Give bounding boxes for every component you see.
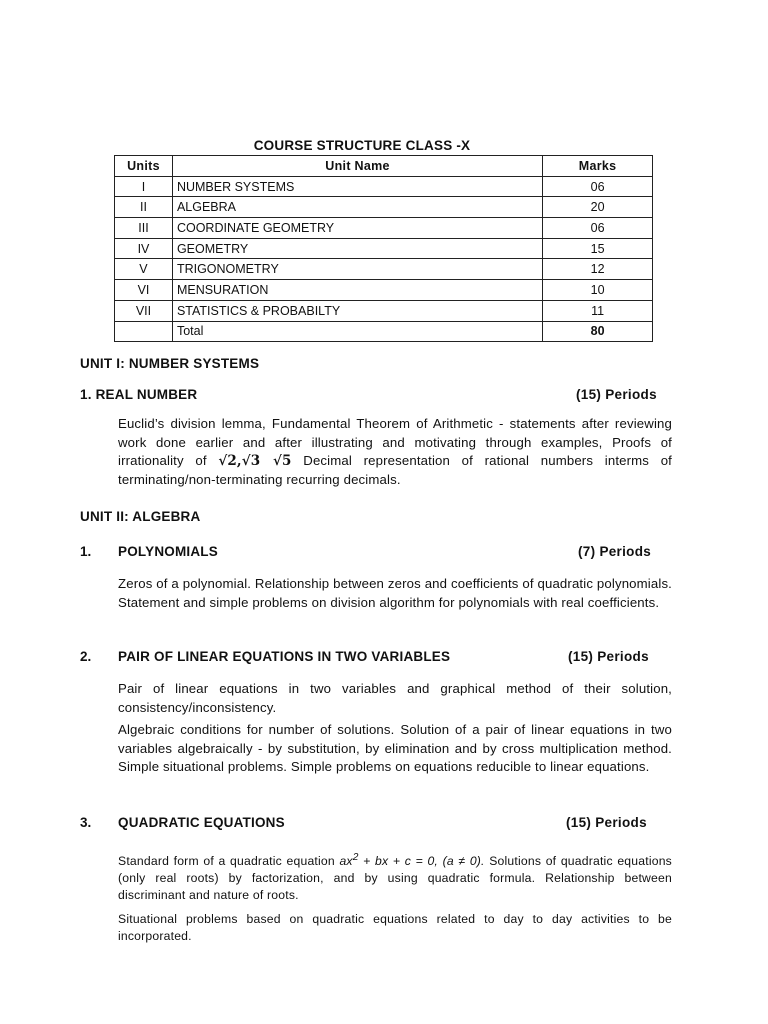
unit-number: V <box>115 259 173 280</box>
unit1-heading: UNIT I: NUMBER SYSTEMS <box>80 356 260 371</box>
unit-name: NUMBER SYSTEMS <box>172 176 542 197</box>
table-row <box>115 238 653 259</box>
quadratic-title: QUADRATIC EQUATIONS <box>118 815 285 830</box>
unit-marks: 06 <box>543 218 653 239</box>
quadratic-equation <box>339 854 484 868</box>
linear-equations-number: 2. <box>80 649 92 664</box>
real-number-description <box>118 415 672 489</box>
unit-name: TRIGONOMETRY <box>172 259 542 280</box>
unit-name: GEOMETRY <box>172 238 542 259</box>
course-structure-title <box>0 138 768 153</box>
table-row <box>115 280 653 301</box>
polynomials-title: POLYNOMIALS <box>118 544 218 559</box>
unit-name: MENSURATION <box>172 280 542 301</box>
quadratic-periods: (15) Periods <box>566 815 647 830</box>
header-units: Units <box>115 156 173 177</box>
real-number-title: 1. REAL NUMBER <box>80 387 198 402</box>
unit-marks: 20 <box>543 197 653 218</box>
unit-marks: 15 <box>543 238 653 259</box>
real-number-text-b: Decimal representation of rational numbers interms of terminating/non-terminating recurring decimals. <box>118 453 672 487</box>
quadratic-number: 3. <box>80 815 92 830</box>
header-unit-name: Unit Name <box>172 156 542 177</box>
polynomials-periods: (7) Periods <box>578 544 652 559</box>
real-number-text-a: Euclid’s division lemma, Fundamental Theorem of Arithmetic - statements after reviewing work done earlier and after illustrating and motivating through examples, Proofs of irrationality of <box>118 416 672 468</box>
irrational-roots: √2,√3 √5 <box>218 453 292 469</box>
table-header-row <box>115 156 653 177</box>
total-label: Total <box>172 321 542 342</box>
linear-equations-title: PAIR OF LINEAR EQUATIONS IN TWO VARIABLES <box>118 649 451 664</box>
unit-marks: 11 <box>543 300 653 321</box>
polynomials-description: Zeros of a polynomial. Relationship between zeros and coefficients of quadratic polynomials. Statement and simple problems on division algorithm for polynomials with real coefficients. <box>118 576 672 610</box>
table-row <box>115 259 653 280</box>
unit-number: IV <box>115 238 173 259</box>
quadratic-text-a: Standard form of a quadratic equation <box>118 854 335 869</box>
unit-number: III <box>115 218 173 239</box>
table-total-row <box>115 321 653 342</box>
equation-part-a: ax <box>339 854 353 869</box>
header-marks: Marks <box>543 156 653 177</box>
course-structure-title-text: COURSE STRUCTURE CLASS -X <box>253 138 471 153</box>
unit-marks: 10 <box>543 280 653 301</box>
linear-equations-description-2: Algebraic conditions for number of solutions. Solution of a pair of linear equations in two variables algebraically - by substitution, by elimination and by cross multiplication method. Simple situational problems. Simple problems on equations reducible to linear equations. <box>118 722 672 774</box>
unit-name: COORDINATE GEOMETRY <box>172 218 542 239</box>
linear-equations-periods: (15) Periods <box>568 649 649 664</box>
unit2-heading: UNIT II: ALGEBRA <box>80 509 201 524</box>
unit-number: I <box>115 176 173 197</box>
total-unit <box>115 321 173 342</box>
polynomials-number: 1. <box>80 544 92 559</box>
quadratic-description-2: Situational problems based on quadratic equations related to day to day activities to be incorporated. <box>118 912 672 943</box>
unit-marks: 12 <box>543 259 653 280</box>
real-number-periods: (15) Periods <box>576 387 657 402</box>
equation-exponent: 2 <box>352 852 359 863</box>
quadratic-text-b: Solutions of quadratic equations (only real roots) by factorization, and by using quadratic formula. Relationship between discriminant and nature of roots. <box>118 854 672 903</box>
unit-number: VI <box>115 280 173 301</box>
unit-marks: 06 <box>543 176 653 197</box>
total-marks: 80 <box>543 321 653 342</box>
table-row <box>115 300 653 321</box>
unit-name: STATISTICS & PROBABILTY <box>172 300 542 321</box>
equation-part-b: + bx + c = 0, (a ≠ 0). <box>358 854 485 869</box>
unit-number: VII <box>115 300 173 321</box>
table-row <box>115 197 653 218</box>
course-structure-table <box>114 155 653 342</box>
unit-number: II <box>115 197 173 218</box>
unit-name: ALGEBRA <box>172 197 542 218</box>
table-row <box>115 218 653 239</box>
table-row <box>115 176 653 197</box>
quadratic-description-1 <box>118 849 672 904</box>
linear-equations-description-1: Pair of linear equations in two variables and graphical method of their solution, consistency/inconsistency. <box>118 681 672 715</box>
